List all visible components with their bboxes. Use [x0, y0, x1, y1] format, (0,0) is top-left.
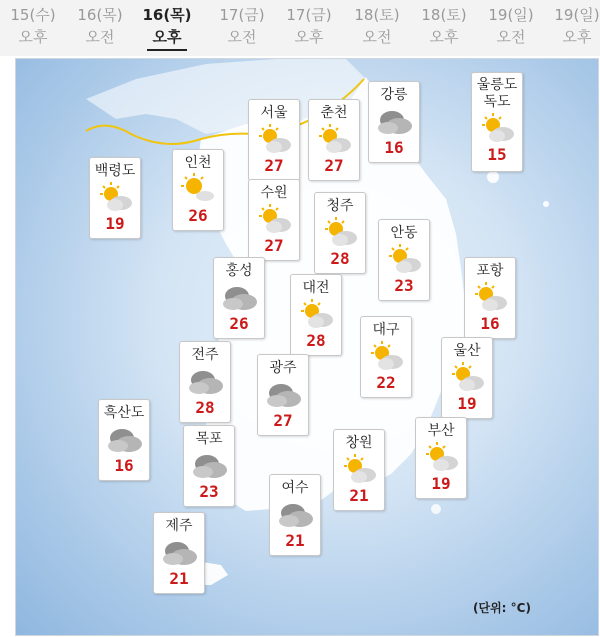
city-card-gwangju[interactable]: [257, 354, 309, 436]
city-name-2: 독도: [483, 94, 511, 110]
partly-cloudy-icon: [254, 203, 294, 235]
tab-time: 오후: [294, 28, 324, 46]
city-temp: 21: [349, 486, 369, 505]
time-tabs: [0, 0, 600, 56]
city-temp: 19: [431, 474, 451, 493]
city-card-incheon[interactable]: [172, 149, 224, 231]
city-card-daegu[interactable]: [360, 316, 412, 398]
city-name: 백령도: [94, 163, 136, 179]
tab-16-am[interactable]: [67, 5, 133, 53]
city-temp: 21: [285, 531, 305, 550]
tab-date: 18(토): [421, 6, 467, 24]
tab-time: 오전: [227, 28, 257, 46]
city-temp: 16: [114, 456, 134, 475]
city-name: 목포: [195, 431, 223, 447]
sunny-cloud-icon: [178, 173, 218, 205]
city-name: 제주: [165, 518, 193, 534]
city-name: 대구: [372, 322, 400, 338]
tab-time: 오후: [18, 28, 48, 46]
city-card-gangneung[interactable]: [368, 81, 420, 163]
partly-cloudy-icon: [384, 243, 424, 275]
city-card-cheongju[interactable]: [314, 192, 366, 274]
city-name: 울릉도: [476, 77, 518, 93]
tab-date: 18(토): [354, 6, 400, 24]
city-card-ulleungdo[interactable]: [471, 72, 523, 172]
city-name: 부산: [427, 423, 455, 439]
partly-cloudy-icon: [421, 441, 461, 473]
cloudy-icon: [159, 536, 199, 568]
cloudy-icon: [374, 105, 414, 137]
tab-date: 17(금): [219, 6, 265, 24]
city-temp: 16: [384, 138, 404, 157]
partly-cloudy-icon: [447, 361, 487, 393]
partly-cloudy-icon: [314, 123, 354, 155]
tab-17-am[interactable]: [209, 5, 275, 53]
city-temp: 16: [480, 314, 500, 333]
city-card-yeosu[interactable]: [269, 474, 321, 556]
partly-cloudy-icon: [254, 123, 294, 155]
city-card-ulsan[interactable]: [441, 337, 493, 419]
cloudy-icon: [104, 423, 144, 455]
city-card-jeonju[interactable]: [179, 341, 231, 423]
tab-date: 17(금): [286, 6, 332, 24]
city-temp: 19: [457, 394, 477, 413]
city-name: 청주: [326, 198, 354, 214]
city-card-seoul[interactable]: [248, 99, 300, 181]
partly-cloudy-icon: [95, 181, 135, 213]
cloudy-icon: [263, 378, 303, 410]
tab-time: 오후: [562, 28, 592, 46]
tab-time: 오전: [362, 28, 392, 46]
tab-16-pm[interactable]: [134, 5, 200, 53]
city-temp: 23: [199, 482, 219, 501]
city-name: 강릉: [380, 87, 408, 103]
city-temp: 28: [195, 398, 215, 417]
city-name: 서울: [260, 105, 288, 121]
unit-label: (단위: °C): [473, 601, 531, 615]
partly-cloudy-icon: [320, 216, 360, 248]
city-name: 포항: [476, 263, 504, 279]
tab-time: 오후: [429, 28, 459, 46]
city-card-changwon[interactable]: [333, 429, 385, 511]
tab-date: 16(목): [142, 6, 192, 24]
cloudy-icon: [275, 498, 315, 530]
city-temp: 23: [394, 276, 414, 295]
partly-cloudy-icon: [296, 298, 336, 330]
city-name: 창원: [345, 435, 373, 451]
tab-time: 오후: [152, 28, 182, 46]
active-tab-underline: [147, 49, 187, 51]
tab-19-am[interactable]: [478, 5, 544, 53]
city-temp: 27: [264, 156, 284, 175]
city-name: 흑산도: [103, 405, 145, 421]
city-temp: 26: [229, 314, 249, 333]
tab-17-pm[interactable]: [276, 5, 342, 53]
city-temp: 28: [330, 249, 350, 268]
city-temp: 28: [306, 331, 326, 350]
tab-date: 15(수): [10, 6, 56, 24]
tab-18-pm[interactable]: [411, 5, 477, 53]
city-temp: 19: [105, 214, 125, 233]
city-temp: 15: [487, 145, 507, 164]
partly-cloudy-icon: [470, 281, 510, 313]
partly-cloudy-icon: [366, 340, 406, 372]
city-temp: 27: [264, 236, 284, 255]
cloudy-icon: [219, 281, 259, 313]
city-card-hongseong[interactable]: [213, 257, 265, 339]
tab-date: 19(일): [488, 6, 534, 24]
weather-map: [15, 58, 599, 636]
city-card-mokpo[interactable]: [183, 425, 235, 507]
city-temp: 22: [376, 373, 396, 392]
city-name: 수원: [260, 185, 288, 201]
city-temp: 27: [273, 411, 293, 430]
city-card-jeju[interactable]: [153, 512, 205, 594]
city-temp: 27: [324, 156, 344, 175]
city-temp: 26: [188, 206, 208, 225]
city-name: 홍성: [225, 263, 253, 279]
tab-time: 오전: [85, 28, 115, 46]
partly-cloudy-icon: [477, 112, 517, 144]
city-name: 울산: [453, 343, 481, 359]
city-card-pohang[interactable]: [464, 257, 516, 339]
city-card-chuncheon[interactable]: [308, 99, 360, 181]
tab-15-pm[interactable]: [0, 5, 66, 53]
tab-18-am[interactable]: [344, 5, 410, 53]
city-card-busan[interactable]: [415, 417, 467, 499]
city-card-andong[interactable]: [378, 219, 430, 301]
city-card-heuksando[interactable]: [98, 399, 150, 481]
city-temp: 21: [169, 569, 189, 588]
city-name: 대전: [302, 280, 330, 296]
city-card-daejeon[interactable]: [290, 274, 342, 356]
tab-19-pm[interactable]: [544, 5, 600, 53]
city-name: 안동: [390, 225, 418, 241]
city-name: 인천: [184, 155, 212, 171]
city-name: 광주: [269, 360, 297, 376]
city-name: 전주: [191, 347, 219, 363]
tab-date: 16(목): [77, 6, 123, 24]
city-name: 춘천: [320, 105, 348, 121]
cloudy-icon: [189, 449, 229, 481]
city-name: 여수: [281, 480, 309, 496]
cloudy-icon: [185, 365, 225, 397]
tab-date: 19(일): [554, 6, 600, 24]
city-card-baengnyeongdo[interactable]: [89, 157, 141, 239]
tab-time: 오전: [496, 28, 526, 46]
city-card-suwon[interactable]: [248, 179, 300, 261]
partly-cloudy-icon: [339, 453, 379, 485]
